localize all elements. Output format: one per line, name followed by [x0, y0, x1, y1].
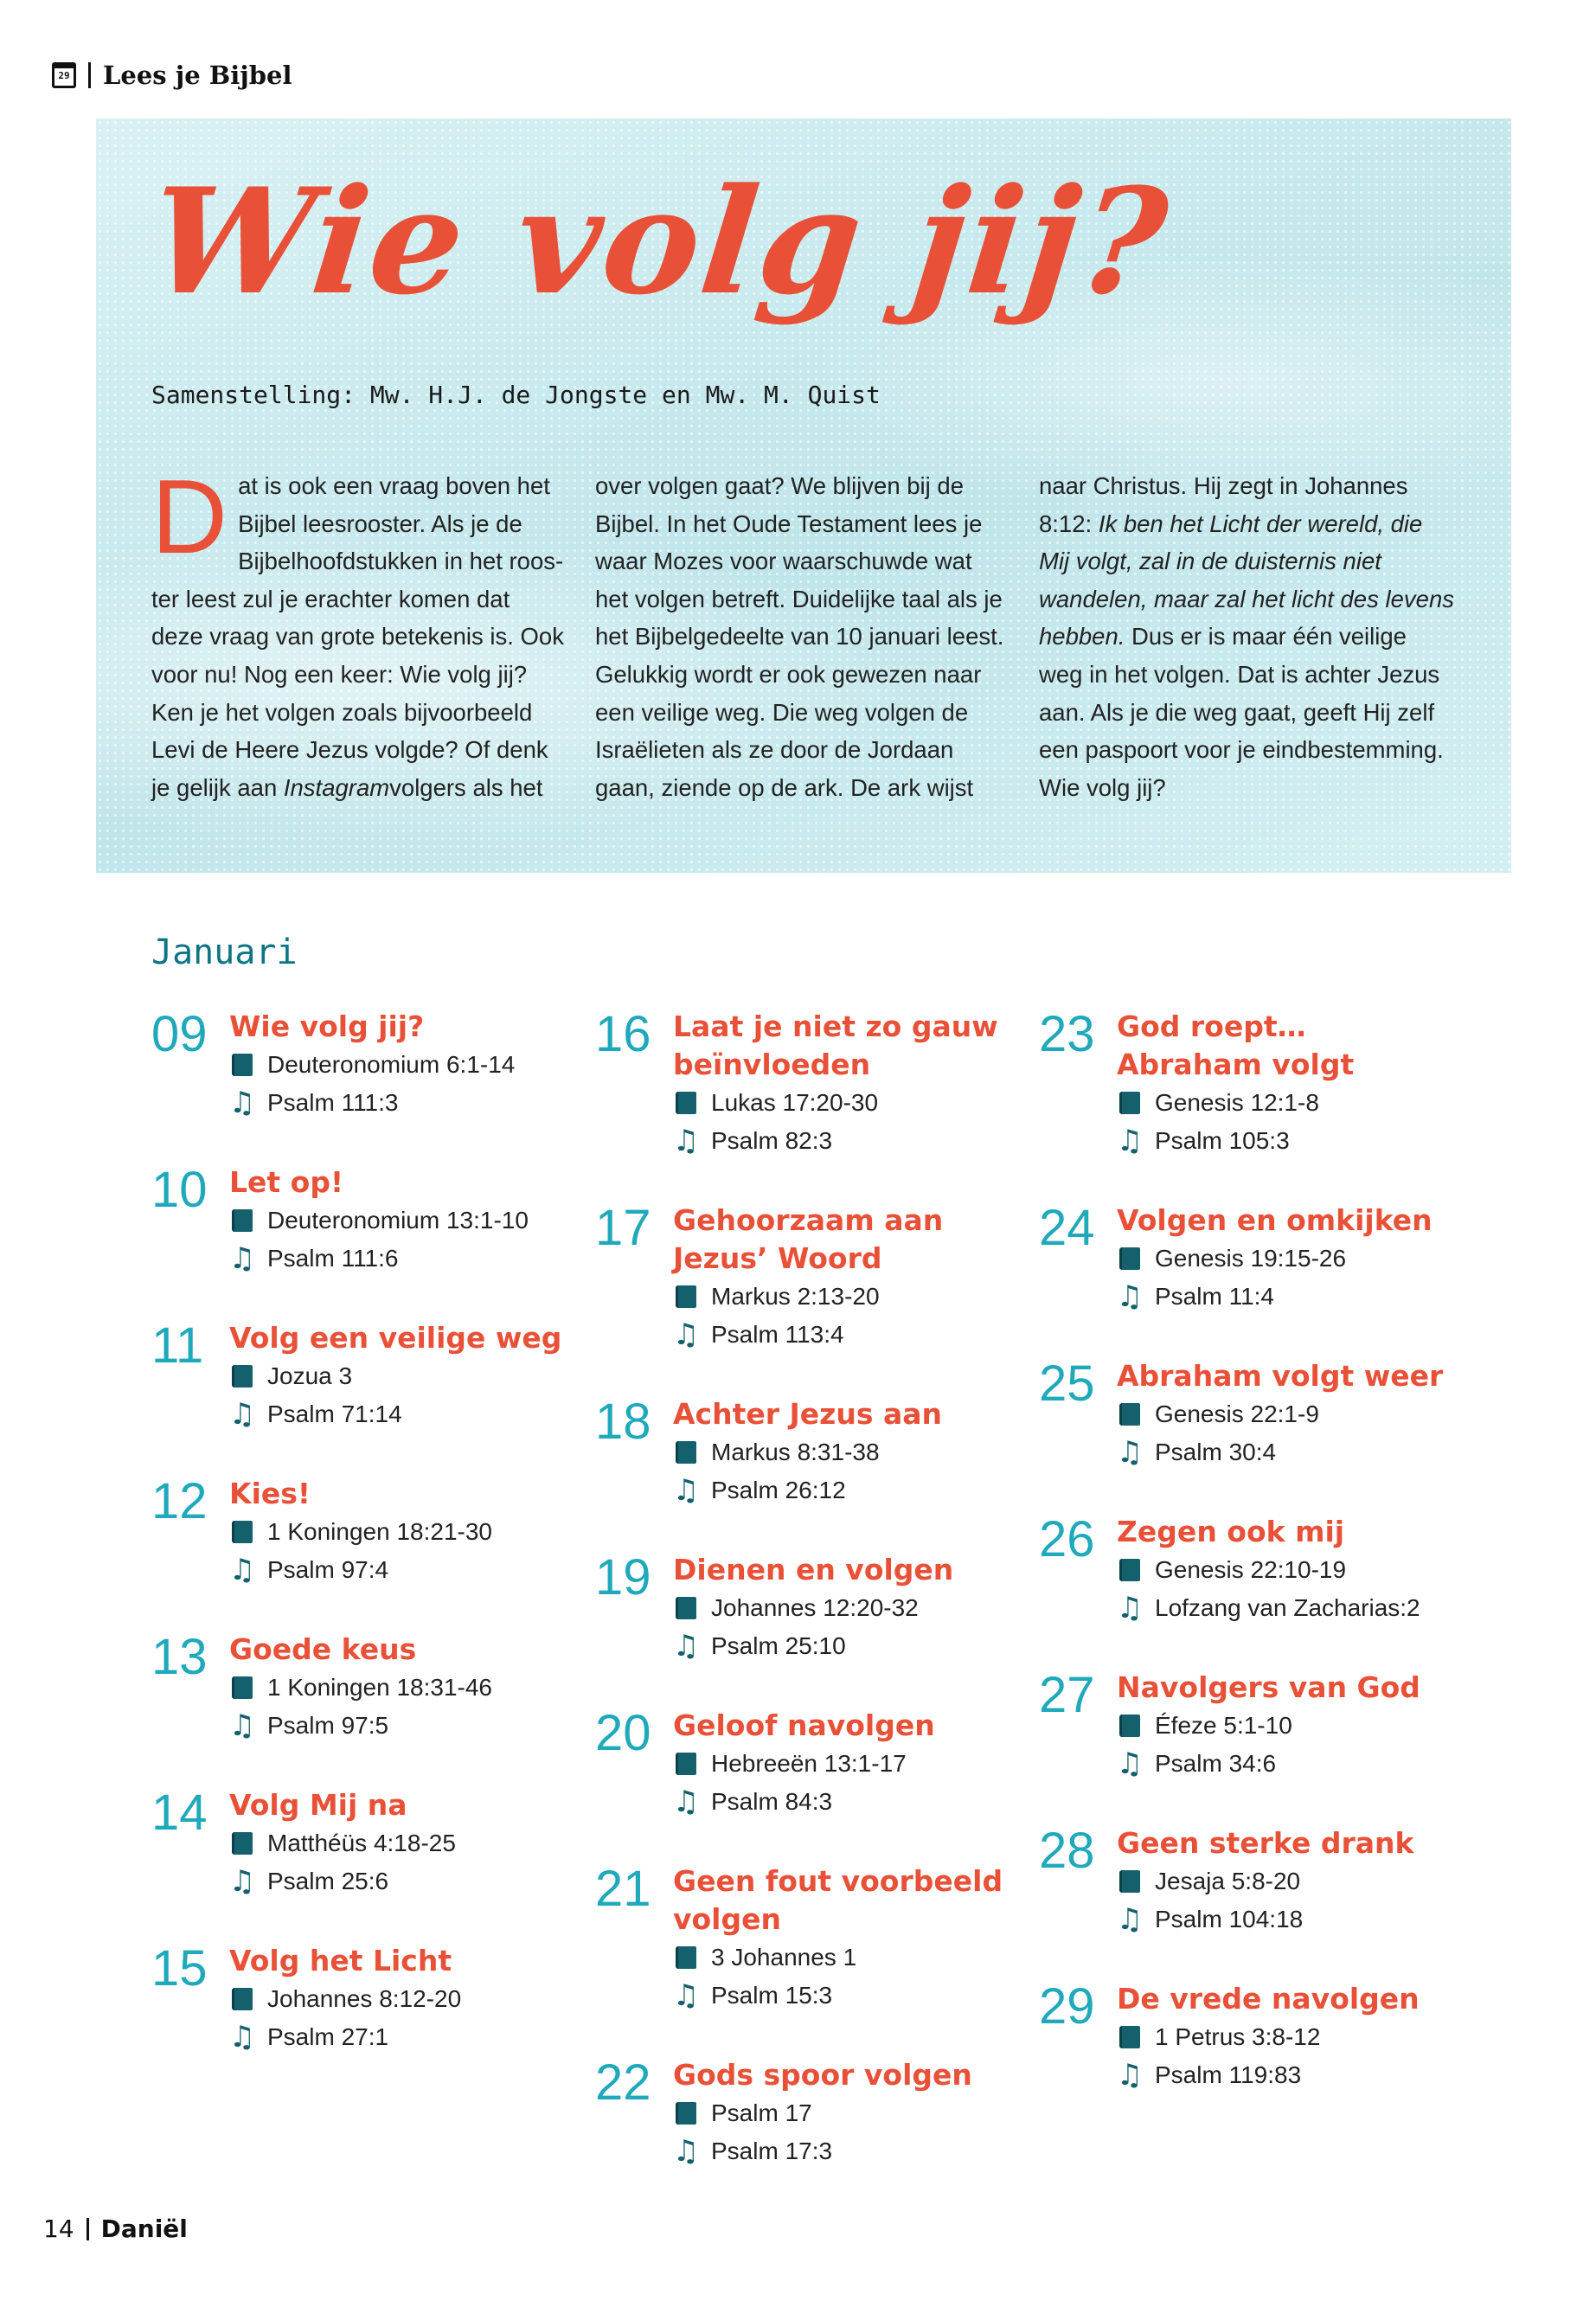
- entry-body: [229, 1319, 567, 1433]
- book-icon: [673, 1595, 699, 1621]
- reading-entry: [1039, 1513, 1454, 1627]
- day-number: 13: [151, 1629, 208, 1685]
- book-icon: [1117, 1713, 1143, 1739]
- reading-ref: [673, 1433, 1010, 1471]
- entry-title: De vrede navolgen: [1117, 1982, 1420, 2016]
- book-icon: [673, 1284, 699, 1310]
- song-ref: [673, 1316, 1010, 1354]
- book-icon: [673, 1751, 699, 1777]
- song-text: Psalm 97:4: [267, 1556, 389, 1583]
- reading-ref: [1117, 1862, 1454, 1900]
- entry-body: [229, 1475, 567, 1589]
- credits: Samenstelling: Mw. H.J. de Jongste en Mw. M. Quist: [151, 381, 881, 409]
- music-note-icon: ♫: [1116, 2058, 1144, 2093]
- entry-title: Volgen en omkijken: [1117, 1203, 1433, 1237]
- music-note-icon: ♫: [228, 1086, 256, 1120]
- music-note-icon: ♫: [228, 1241, 256, 1276]
- song-ref: [1117, 1745, 1454, 1783]
- reading-entry: [151, 1475, 567, 1589]
- book-icon: [673, 1945, 699, 1971]
- entry-title: Abraham volgt weer: [1117, 1359, 1444, 1393]
- reading-entry: [595, 1008, 1010, 1160]
- music-note-icon: ♫: [1116, 1279, 1144, 1314]
- entry-body: [1117, 1008, 1454, 1160]
- book-icon: [229, 1675, 255, 1701]
- reading-ref: [229, 1357, 567, 1395]
- entry-title: Volg Mij na: [229, 1788, 407, 1822]
- day-number: 18: [595, 1394, 651, 1450]
- song-ref: [1117, 1900, 1454, 1939]
- page-footer: [43, 2214, 188, 2243]
- song-ref: [1117, 1433, 1454, 1471]
- reading-ref: [1117, 2018, 1454, 2056]
- reading-entry: [1039, 1357, 1454, 1471]
- reading-text: Éfeze 5:1-10: [1155, 1712, 1292, 1739]
- day-number: 19: [595, 1549, 651, 1606]
- entry-title: Laat je niet zo gauw beïnvloeden: [673, 1009, 998, 1081]
- song-text: Psalm 119:83: [1155, 2061, 1302, 2088]
- song-text: Psalm 30:4: [1155, 1439, 1277, 1465]
- song-text: Psalm 25:6: [267, 1868, 389, 1894]
- day-number: 24: [1039, 1200, 1095, 1256]
- entry-title: Kies!: [229, 1477, 311, 1510]
- entry-title: Dienen en volgen: [673, 1553, 954, 1586]
- book-icon: [673, 1090, 699, 1116]
- reading-entry: [151, 1786, 567, 1900]
- entry-body: [673, 1862, 1010, 2015]
- intro-column-1: [151, 458, 567, 806]
- day-number: 28: [1039, 1823, 1095, 1879]
- entry-body: [1117, 1980, 1454, 2094]
- song-text: Psalm 27:1: [267, 2023, 389, 2050]
- song-ref: [229, 1862, 567, 1900]
- day-number: 22: [595, 2054, 651, 2111]
- song-text: Psalm 111:3: [267, 1089, 399, 1116]
- reading-ref: [229, 1980, 567, 2018]
- reading-ref: [229, 1046, 567, 1084]
- song-text: Psalm 82:3: [711, 1127, 833, 1154]
- book-icon: [1117, 1246, 1143, 1272]
- entry-title: Wie volg jij?: [229, 1009, 425, 1043]
- song-text: Psalm 104:18: [1155, 1906, 1304, 1932]
- song-text: Psalm 71:14: [267, 1400, 402, 1427]
- reading-ref: [229, 1513, 567, 1551]
- song-text: Psalm 11:4: [1155, 1283, 1274, 1310]
- song-ref: [673, 1977, 1010, 2015]
- entry-body: [673, 1707, 1010, 1821]
- intro-text: at is ook een vraag boven het Bijbel leesrooster. Als je de Bijbelhoofdstukken in het roos- ter leest zul je erachter komen dat deze vraag van grote betekenis is. Ook voor nu! Nog een keer: Wie volg jij? Ken je het volgen zoals bijvoorbeeld Levi de Heere Jezus volgde? Of denk je gelijk aan Instagramvolgers als het: [151, 472, 564, 801]
- song-ref: [229, 1551, 567, 1589]
- schedule-column-1: [151, 1008, 567, 2098]
- intro-text: naar Christus. Hij zegt in Johannes 8:12: Ik ben het Licht der wereld, die Mij volgt, zal in de duisternis niet wandelen, maar zal het licht des levens hebben. Dus er is maar één veilige weg in het volgen. Dat is achter Jezus aan. Als je die weg gaat, geeft Hij zelf een paspoort voor je eindbestemming. Wie volg jij?: [1039, 472, 1454, 801]
- page-title: Wie volg jij?: [142, 156, 1176, 327]
- reading-text: 1 Koningen 18:31-46: [267, 1674, 492, 1701]
- day-number: 21: [595, 1861, 651, 1917]
- book-icon: [229, 1052, 255, 1078]
- music-note-icon: ♫: [228, 2020, 256, 2054]
- entry-body: [1117, 1669, 1454, 1783]
- entry-title: Volg het Licht: [229, 1944, 452, 1977]
- song-ref: [673, 1783, 1010, 1821]
- song-text: Lofzang van Zacharias:2: [1155, 1594, 1420, 1621]
- song-ref: [673, 1627, 1010, 1665]
- reading-ref: [1117, 1240, 1454, 1278]
- book-icon: [1117, 1868, 1143, 1894]
- book-icon: [1117, 1090, 1143, 1116]
- book-icon: [229, 1986, 255, 2012]
- book-icon: [673, 2100, 699, 2126]
- reading-entry: [595, 1395, 1010, 1509]
- day-number: 29: [1039, 1978, 1095, 2035]
- entry-title: Geloof navolgen: [673, 1708, 935, 1742]
- month-heading: Januari: [151, 933, 298, 972]
- entry-body: [1117, 1357, 1454, 1471]
- reading-text: Jesaja 5:8-20: [1155, 1868, 1301, 1894]
- entry-body: [229, 1942, 567, 2056]
- page-number: 14: [43, 2214, 74, 2243]
- reading-text: Genesis 22:1-9: [1155, 1400, 1319, 1427]
- intro-column-3: [1039, 467, 1454, 806]
- song-ref: [1117, 1589, 1454, 1627]
- entry-title: Navolgers van God: [1117, 1670, 1420, 1704]
- reading-text: Deuteronomium 13:1-10: [267, 1207, 529, 1234]
- day-number: 11: [151, 1317, 204, 1374]
- music-note-icon: ♫: [228, 1553, 256, 1587]
- entry-body: [1117, 1202, 1454, 1316]
- music-note-icon: ♫: [1116, 1902, 1144, 1937]
- reading-ref: [229, 1202, 567, 1240]
- reading-entry: [1039, 1669, 1454, 1783]
- drop-cap: D: [151, 458, 228, 575]
- reading-text: Jozua 3: [267, 1362, 353, 1389]
- song-text: Psalm 84:3: [711, 1788, 833, 1815]
- entry-title: Volg een veilige weg: [229, 1321, 562, 1355]
- reading-entry: [1039, 1980, 1454, 2094]
- intro-column-2: [595, 467, 1010, 806]
- entry-title: Let op!: [229, 1165, 344, 1199]
- entry-title: Gehoorzaam aan Jezus’ Woord: [673, 1203, 944, 1275]
- song-ref: [673, 2132, 1010, 2170]
- entry-body: [673, 1395, 1010, 1509]
- magazine-name: Daniël: [100, 2214, 188, 2243]
- music-note-icon: ♫: [1116, 1124, 1144, 1158]
- music-note-icon: ♫: [672, 1124, 700, 1158]
- song-ref: [1117, 2056, 1454, 2094]
- day-number: 10: [151, 1162, 208, 1218]
- song-ref: [673, 1122, 1010, 1160]
- reading-entry: [595, 2056, 1010, 2170]
- platform-name: Instagram: [283, 773, 390, 801]
- day-number: 17: [595, 1200, 651, 1256]
- entry-title: Zegen ook mij: [1117, 1515, 1345, 1548]
- day-number: 27: [1039, 1667, 1095, 1723]
- day-number: 15: [151, 1940, 208, 1997]
- bible-quote: Ik ben het Licht der wereld, die Mij volgt, zal in de duisternis niet wandelen, maar zal het licht des levens hebben.: [1039, 510, 1454, 651]
- entry-body: [1117, 1824, 1454, 1939]
- music-note-icon: ♫: [672, 1473, 700, 1508]
- book-icon: [229, 1830, 255, 1856]
- day-number: 23: [1039, 1006, 1095, 1062]
- book-icon: [229, 1519, 255, 1545]
- reading-text: Genesis 19:15-26: [1155, 1245, 1347, 1272]
- song-text: Psalm 25:10: [711, 1632, 846, 1659]
- music-note-icon: ♫: [228, 1864, 256, 1899]
- song-text: Psalm 34:6: [1155, 1750, 1277, 1777]
- music-note-icon: ♫: [1116, 1435, 1144, 1470]
- music-note-icon: ♫: [672, 1785, 700, 1819]
- song-text: Psalm 15:3: [711, 1982, 833, 2009]
- music-note-icon: ♫: [672, 1978, 700, 2013]
- reading-text: Lukas 17:20-30: [711, 1089, 879, 1116]
- reading-entry: [151, 1008, 567, 1122]
- song-ref: [229, 1707, 567, 1745]
- reading-ref: [229, 1669, 567, 1707]
- book-icon: [1117, 1401, 1143, 1427]
- entry-body: [229, 1163, 567, 1278]
- music-note-icon: ♫: [1116, 1747, 1144, 1781]
- music-note-icon: ♫: [672, 2134, 700, 2169]
- book-icon: [229, 1363, 255, 1389]
- reading-ref: [673, 1745, 1010, 1783]
- reading-text: Genesis 12:1-8: [1155, 1089, 1319, 1116]
- reading-ref: [673, 1084, 1010, 1122]
- day-number: 16: [595, 1006, 651, 1062]
- song-text: Psalm 17:3: [711, 2138, 833, 2164]
- reading-text: Deuteronomium 6:1-14: [267, 1051, 516, 1078]
- entry-body: [673, 2056, 1010, 2170]
- song-ref: [673, 1471, 1010, 1509]
- entry-body: [229, 1008, 567, 1122]
- entry-body: [673, 1551, 1010, 1665]
- reading-entry: [151, 1942, 567, 2056]
- entry-body: [229, 1786, 567, 1900]
- book-icon: [673, 1439, 699, 1465]
- song-text: Psalm 97:5: [267, 1712, 389, 1739]
- reading-ref: [673, 1939, 1010, 1977]
- reading-ref: [229, 1824, 567, 1862]
- reading-entry: [151, 1319, 567, 1433]
- reading-text: Hebreeën 13:1-17: [711, 1750, 907, 1777]
- reading-text: Johannes 8:12-20: [267, 1985, 462, 2012]
- page-header: [52, 57, 292, 93]
- entry-body: [673, 1202, 1010, 1354]
- footer-divider: [87, 2218, 89, 2240]
- reading-ref: [673, 1278, 1010, 1316]
- day-number: 26: [1039, 1511, 1095, 1567]
- song-ref: [1117, 1278, 1454, 1316]
- reading-text: 1 Koningen 18:21-30: [267, 1518, 492, 1545]
- reading-entry: [595, 1202, 1010, 1354]
- day-number: 25: [1039, 1356, 1095, 1412]
- reading-entry: [1039, 1008, 1454, 1160]
- reading-text: 3 Johannes 1: [711, 1944, 857, 1971]
- entry-title: Geen fout voorbeeld volgen: [673, 1864, 1003, 1936]
- reading-ref: [1117, 1707, 1454, 1745]
- calendar-icon: 29: [52, 62, 76, 88]
- entry-title: Gods spoor volgen: [673, 2058, 972, 2092]
- reading-entry: [1039, 1824, 1454, 1939]
- schedule-column-2: [595, 1008, 1010, 2212]
- reading-entry: [595, 1862, 1010, 2015]
- reading-text: Matthéüs 4:18-25: [267, 1830, 456, 1856]
- entry-body: [673, 1008, 1010, 1160]
- song-text: Psalm 26:12: [711, 1477, 846, 1503]
- day-number: 12: [151, 1473, 208, 1529]
- day-number: 20: [595, 1705, 651, 1761]
- reading-ref: [673, 2094, 1010, 2132]
- song-text: Psalm 113:4: [711, 1321, 844, 1348]
- entry-title: Geen sterke drank: [1117, 1826, 1414, 1860]
- reading-entry: [151, 1631, 567, 1745]
- reading-entry: [595, 1707, 1010, 1821]
- book-icon: [229, 1208, 255, 1234]
- entry-title: God roept… Abraham volgt: [1117, 1009, 1355, 1081]
- reading-entry: [595, 1551, 1010, 1665]
- reading-entry: [1039, 1202, 1454, 1316]
- reading-entry: [151, 1163, 567, 1278]
- music-note-icon: ♫: [672, 1629, 700, 1663]
- reading-ref: [1117, 1551, 1454, 1589]
- reading-ref: [1117, 1395, 1454, 1433]
- entry-title: Achter Jezus aan: [673, 1397, 943, 1431]
- book-icon: [1117, 2024, 1143, 2050]
- reading-text: Markus 8:31-38: [711, 1439, 880, 1465]
- reading-text: Markus 2:13-20: [711, 1283, 880, 1310]
- entry-body: [229, 1631, 567, 1745]
- song-ref: [229, 2018, 567, 2056]
- reading-text: 1 Petrus 3:8-12: [1155, 2023, 1321, 2050]
- song-ref: [229, 1084, 567, 1122]
- header-divider: [88, 62, 91, 88]
- reading-ref: [673, 1589, 1010, 1627]
- song-text: Psalm 105:3: [1155, 1127, 1290, 1154]
- reading-ref: [1117, 1084, 1454, 1122]
- schedule-column-3: [1039, 1008, 1454, 2136]
- song-text: Psalm 111:6: [267, 1245, 399, 1272]
- entry-body: [1117, 1513, 1454, 1627]
- book-icon: [1117, 1557, 1143, 1583]
- section-title: Lees je Bijbel: [103, 61, 292, 90]
- song-ref: [1117, 1122, 1454, 1160]
- reading-text: Psalm 17: [711, 2099, 812, 2126]
- music-note-icon: ♫: [228, 1708, 256, 1743]
- day-number: 14: [151, 1785, 208, 1841]
- music-note-icon: ♫: [1116, 1591, 1144, 1625]
- song-ref: [229, 1395, 567, 1433]
- reading-text: Johannes 12:20-32: [711, 1594, 919, 1621]
- day-number: 09: [151, 1006, 208, 1062]
- music-note-icon: ♫: [228, 1397, 256, 1432]
- song-ref: [229, 1240, 567, 1278]
- reading-text: Genesis 22:10-19: [1155, 1556, 1347, 1583]
- entry-title: Goede keus: [229, 1632, 417, 1666]
- intro-text: over volgen gaat? We blijven bij de Bijbel. In het Oude Testament lees je waar Mozes voor waarschuwde wat het volgen betreft. Duidelijke taal als je het Bijbelgedeelte van 10 januari leest. Gelukkig wordt er ook gewezen naar een veilige weg. Die weg volgen de Israëlieten als ze door de Jordaan gaan, ziende op de ark. De ark wijst: [595, 472, 1004, 801]
- music-note-icon: ♫: [672, 1317, 700, 1352]
